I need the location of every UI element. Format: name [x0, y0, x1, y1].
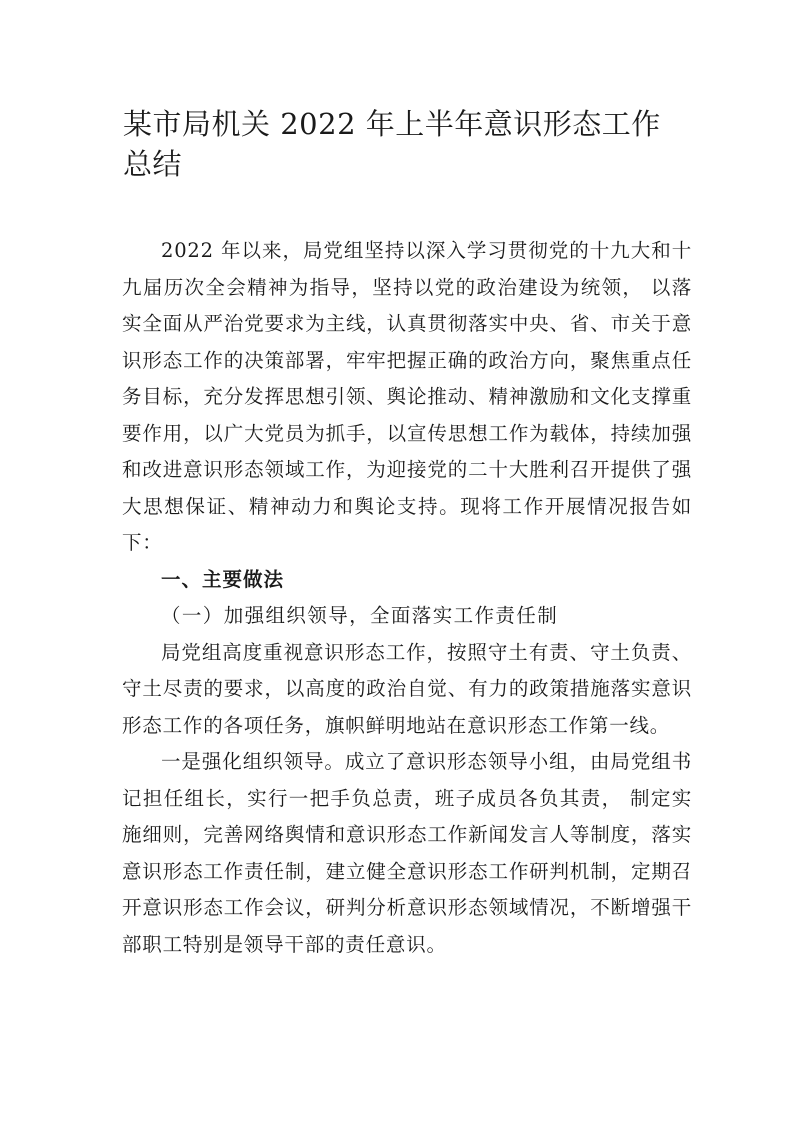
document-body — [122, 233, 692, 963]
section-heading-main-practices: 一、主要做法 — [161, 567, 285, 591]
body-paragraph-organization: 局党组高度重视意识形态工作，按照守土有责、守土负责、守土尽责的要求，以高度的政治自觉、有力的政策措施落实意识形态工作的各项任务，旗帜鲜明地站在意识形态工作第一线。 — [122, 640, 692, 737]
body-paragraph-leadership: 一是强化组织领导。成立了意识形态领导小组，由局党组书记担任组长，实行一把手负总责，班子成员各负其责， 制定实施细则，完善网络舆情和意识形态工作新闻发言人等制度，落实意识形态工作责任制，建立健全意识形态工作研判机制，定期召开意识形态工作会议，研判分析意识形态领域情况，不断增强干部职工特别是领导干部的责任意识。 — [122, 750, 692, 956]
subsection-heading-organization: （一）加强组织领导，全面落实工作责任制 — [161, 604, 559, 627]
document-title: 某市局机关 2022 年上半年意识形态工作总结 — [123, 107, 661, 181]
intro-paragraph: 2022 年以来，局党组坚持以深入学习贯彻党的十九大和十九届历次全会精神为指导，坚持以党的政治建设为统领， 以落实全面从严治党要求为主线，认真贯彻落实中央、省、市关于意识形态工作的决策部署，牢牢把握正确的政治方向，聚焦重点任务目标，充分发挥思想引领、舆论推动、精神激励和文化支撑重要作用，以广大党员为抓手，以宣传思想工作为载体，持续加强和改进意识形态领域工作，为迎接党的二十大胜利召开提供了强大思想保证、精神动力和舆论支持。现将工作开展情况报告如下： — [122, 239, 692, 554]
